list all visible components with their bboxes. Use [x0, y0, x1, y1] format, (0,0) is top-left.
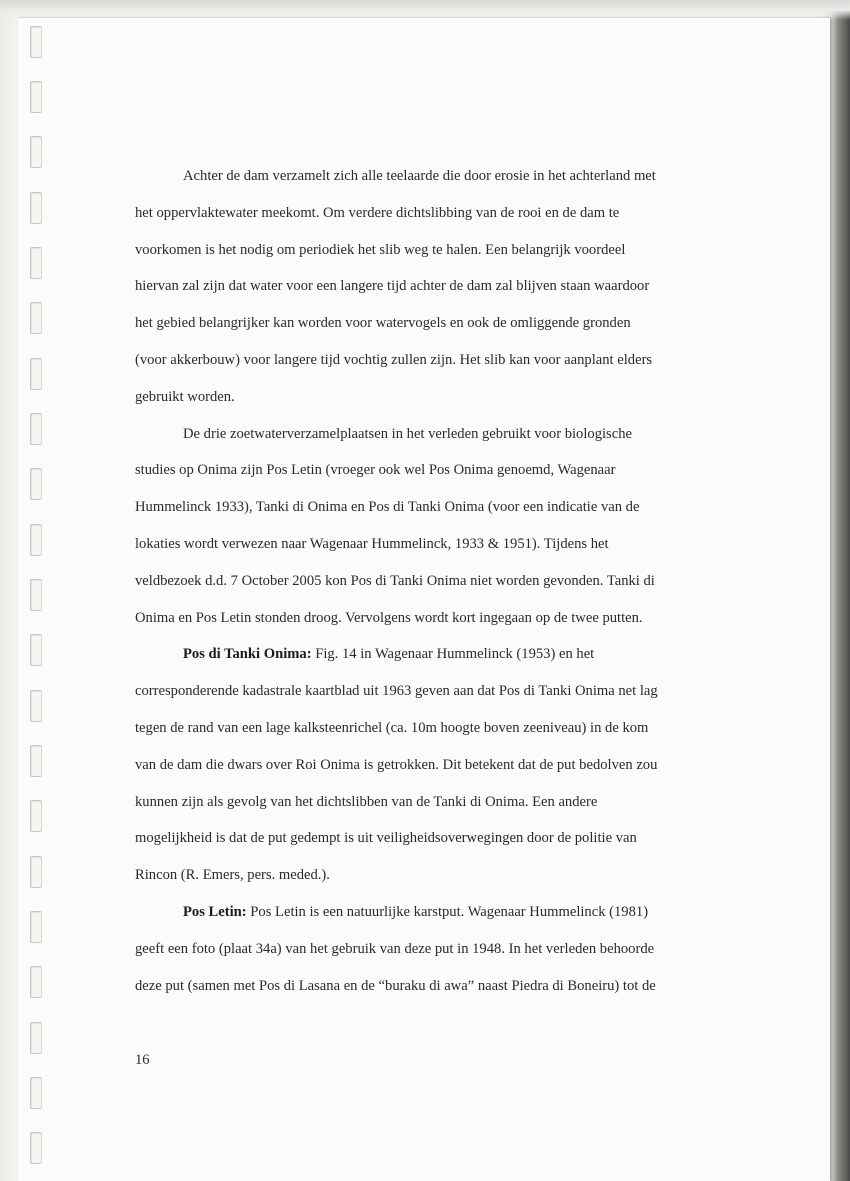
binding-holes	[30, 24, 44, 1174]
text-line: Rincon (R. Emers, pers. meded.).	[135, 867, 330, 884]
text-line: voorkomen is het nodig om periodiek het slib weg te halen. Een belangrijk voordeel	[135, 241, 626, 258]
text-line: het gebied belangrijker kan worden voor watervogels en ook de omliggende gronden	[135, 315, 631, 332]
text-line: (voor akkerbouw) voor langere tijd vochtig zullen zijn. Het slib kan voor aanplant elders	[135, 351, 653, 368]
binding-hole	[30, 1077, 42, 1109]
text-line: corresponderende kadastrale kaartblad uit 1963 geven aan dat Pos di Tanki Onima net lag	[135, 683, 658, 700]
binding-hole	[30, 413, 42, 445]
text-line: veldbezoek d.d. 7 October 2005 kon Pos di Tanki Onima niet worden gevonden. Tanki di	[135, 572, 655, 589]
text-line: kunnen zijn als gevolg van het dichtslibben van de Tanki di Onima. Een andere	[135, 793, 598, 810]
binding-hole	[30, 468, 42, 500]
text-line: tegen de rand van een lage kalksteenrichel (ca. 10m hoogte boven zeeniveau) in de kom	[135, 719, 649, 736]
binding-hole	[30, 26, 42, 58]
binding-hole	[30, 856, 42, 888]
binding-hole	[30, 911, 42, 943]
text-line: geeft een foto (plaat 34a) van het gebruik van deze put in 1948. In het verleden behoorde	[135, 940, 655, 957]
binding-hole	[30, 745, 42, 777]
binding-hole	[30, 81, 42, 113]
binding-hole	[30, 966, 42, 998]
binding-hole	[30, 192, 42, 224]
section-heading: Pos Letin:	[183, 903, 247, 920]
text-line: Hummelinck 1933), Tanki di Onima en Pos di Tanki Onima (voor een indicatie van de	[135, 499, 640, 516]
body-text	[135, 158, 715, 1004]
binding-hole	[30, 634, 42, 666]
text-run: Pos Letin is een natuurlijke karstput. Wagenaar Hummelinck (1981)	[246, 903, 649, 920]
text-line: het oppervlaktewater meekomt. Om verdere dichtslibbing van de rooi en de dam te	[135, 204, 620, 221]
section-heading: Pos di Tanki Onima:	[183, 646, 312, 663]
binding-hole	[30, 524, 42, 556]
text-line: hiervan zal zijn dat water voor een langere tijd achter de dam zal blijven staan waardoor	[135, 278, 650, 295]
text-line: studies op Onima zijn Pos Letin (vroeger ook wel Pos Onima genoemd, Wagenaar	[135, 462, 616, 479]
binding-hole	[30, 800, 42, 832]
binding-hole	[30, 690, 42, 722]
text-line: mogelijkheid is dat de put gedempt is uit veiligheidsoverwegingen door de politie van	[135, 830, 637, 847]
text-run: Fig. 14 in Wagenaar Hummelinck (1953) en het	[311, 646, 595, 663]
page-number: 16	[135, 1052, 150, 1068]
text-line: lokaties wordt verwezen naar Wagenaar Hummelinck, 1933 & 1951). Tijdens het	[135, 535, 609, 552]
text-line: De drie zoetwaterverzamelplaatsen in het verleden gebruikt voor biologische	[183, 425, 632, 442]
text-line: van de dam die dwars over Roi Onima is getrokken. Dit betekent dat de put bedolven zou	[135, 756, 658, 773]
text-line	[135, 894, 715, 931]
binding-hole	[30, 302, 42, 334]
scan-top-edge	[0, 0, 850, 20]
binding-hole	[30, 1022, 42, 1054]
binding-hole	[30, 247, 42, 279]
text-line: deze put (samen met Pos di Lasana en de “buraku di awa” naast Piedra di Boneiru) tot de	[135, 977, 656, 994]
text-line: Onima en Pos Letin stonden droog. Vervolgens wordt kort ingegaan op de twee putten.	[135, 609, 643, 626]
binding-hole	[30, 579, 42, 611]
text-line: gebruikt worden.	[135, 388, 235, 405]
text-line: Achter de dam verzamelt zich alle teelaarde die door erosie in het achterland met	[183, 168, 656, 184]
binding-hole	[30, 358, 42, 390]
binding-hole	[30, 136, 42, 168]
binding-hole	[30, 1132, 42, 1164]
text-line	[135, 636, 715, 673]
